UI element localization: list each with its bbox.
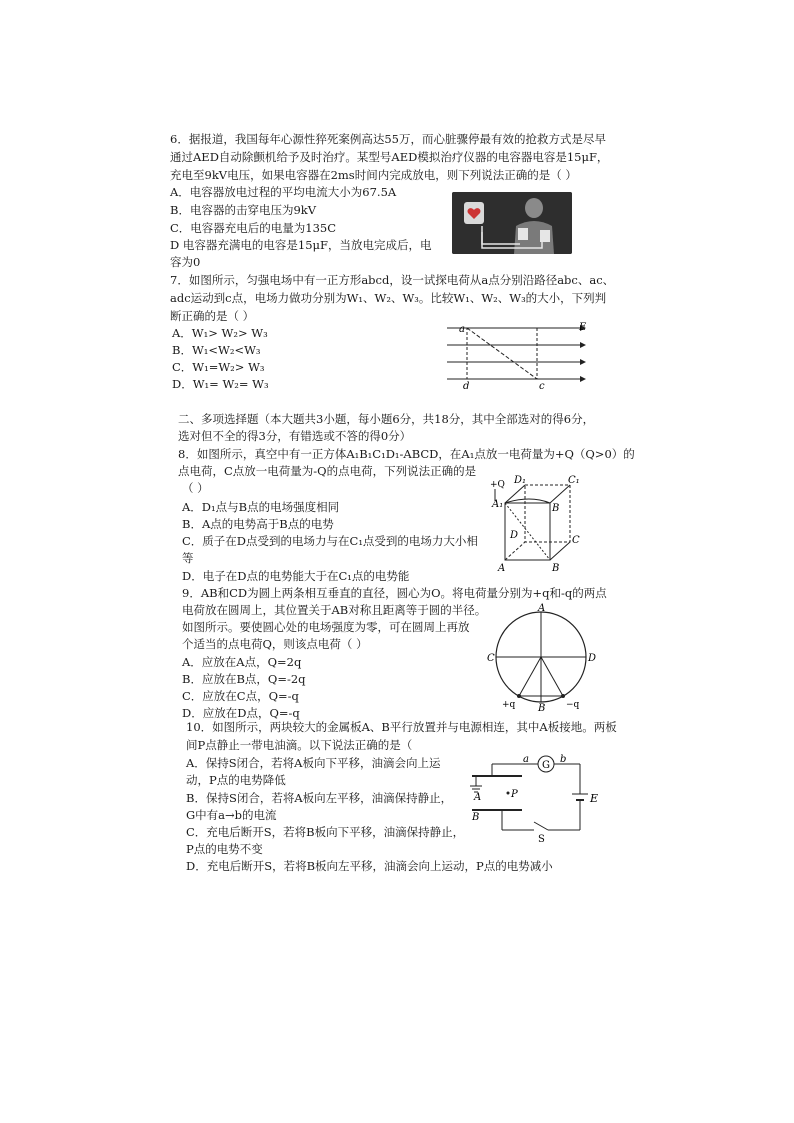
q7-label-d: d bbox=[463, 381, 470, 392]
q8-option-c-line1: C．质子在D点受到的电场力与在C₁点受到的电场力大小相 bbox=[182, 534, 478, 548]
q7-field-figure bbox=[445, 318, 595, 398]
q6-option-d-line2: 容为0 bbox=[170, 255, 201, 269]
q7-option-b: B．W₁<W₂<W₃ bbox=[172, 343, 261, 357]
q8-line1: 8．如图所示，真空中有一正方体A₁B₁C₁D₁-ABCD，在A₁点放一电荷量为+Q（Q>0）的 bbox=[178, 447, 635, 461]
q10-line1: 10．如图所示，两块较大的金属板A、B平行放置并与电源相连，其中A板接地。两板 bbox=[186, 720, 617, 734]
q8-label-b: B bbox=[552, 563, 560, 574]
q8-label-d: D bbox=[510, 530, 519, 541]
section2-line1: 二、多项选择题（本大题共3小题，每小题6分，共18分，其中全部选对的得6分， bbox=[178, 412, 595, 426]
q9-line1: 9．AB和CD为圆上两条相互垂直的直径，圆心为O。将电荷量分别为+q和-q的两点 bbox=[182, 586, 607, 600]
q8-label-a: A bbox=[498, 563, 506, 574]
q8-line3: （ ） bbox=[182, 481, 209, 495]
q7-option-a: A．W₁> W₂> W₃ bbox=[172, 326, 268, 340]
q7-line2: adc运动到c点，电场力做功分别为W₁、W₂、W₃。比较W₁、W₂、W₃的大小，下列判 bbox=[170, 291, 607, 305]
q6-line1: 6．据报道，我国每年心源性猝死案例高达55万，而心脏骤停最有效的抢救方式是尽早 bbox=[170, 132, 606, 146]
q8-option-c-line2: 等 bbox=[182, 551, 194, 565]
q8-cube-figure bbox=[480, 475, 590, 575]
q10-option-b-line1: B．保持S闭合，若将A板向左平移，油滴保持静止， bbox=[186, 791, 453, 805]
q9-line4: 个适当的点电荷Q，则该点电荷（ ） bbox=[182, 637, 368, 651]
q9-label-c: C bbox=[487, 653, 495, 664]
q8-option-d: D．电子在D点的电势能大于在C₁点的电势能 bbox=[182, 569, 410, 583]
q7-label-a: a bbox=[459, 324, 465, 335]
q7-label-c: c bbox=[539, 381, 545, 392]
q9-line2: 电荷放在圆周上，其位置关于AB对称且距离等于圆的半径。 bbox=[182, 603, 487, 617]
q10-label-s: S bbox=[538, 834, 545, 842]
q8-label-d1: D₁ bbox=[514, 475, 527, 486]
q7-line3: 断正确的是（ ） bbox=[170, 309, 255, 323]
q6-option-c: C．电容器充电后的电量为135C bbox=[170, 221, 337, 235]
q9-label-minus-q: −q bbox=[566, 700, 580, 710]
q9-label-d: D bbox=[588, 653, 596, 664]
q7-option-c: C．W₁=W₂> W₃ bbox=[172, 360, 265, 374]
q9-line3: 如图所示。要使圆心处的电场强度为零，可在圆周上再放 bbox=[182, 620, 470, 634]
q10-label-b: b bbox=[560, 754, 567, 765]
q7-option-d: D．W₁= W₂= W₃ bbox=[172, 377, 269, 391]
q6-line2: 通过AED自动除颤机给予及时治疗。某型号AED模拟治疗仪器的电容器电容是15μF， bbox=[170, 150, 609, 164]
q8-label-b1: B bbox=[552, 503, 560, 514]
q9-option-c: C．应放在C点，Q=-q bbox=[182, 689, 299, 703]
q6-line3: 充电至9kV电压，如果电容器在2ms时间内完成放电，则下列说法正确的是（ ） bbox=[170, 168, 577, 182]
q10-label-p: P bbox=[511, 789, 518, 800]
q6-option-b: B．电容器的击穿电压为9kV bbox=[170, 203, 317, 217]
q10-option-c-line1: C．充电后断开S，若将B板向下平移，油滴保持静止， bbox=[186, 825, 465, 839]
q10-label-plate-b: B bbox=[472, 812, 480, 823]
q10-label-g: G bbox=[542, 760, 550, 771]
q10-option-a-line2: 动，P点的电势降低 bbox=[186, 773, 286, 787]
q8-label-q: +Q bbox=[490, 480, 505, 490]
q6-option-d-line1: D 电容器充满电的电容是15μF，当放电完成后，电 bbox=[170, 238, 432, 252]
aed-photo bbox=[452, 192, 572, 254]
q9-circle-figure bbox=[486, 603, 596, 711]
q6-option-a: A．电容器放电过程的平均电流大小为67.5A bbox=[170, 185, 397, 199]
q10-option-c-line2: P点的电势不变 bbox=[186, 842, 263, 856]
q8-line2: 点电荷，C点放一电荷量为-Q的点电荷，下列说法正确的是 bbox=[178, 464, 477, 478]
q8-option-b: B．A点的电势高于B点的电势 bbox=[182, 517, 334, 531]
q8-label-a1: A₁ bbox=[492, 499, 504, 510]
q8-label-c: C bbox=[572, 535, 580, 546]
q7-label-e: E bbox=[579, 322, 587, 333]
q10-label-plate-a: A bbox=[474, 792, 482, 803]
q10-option-b-line2: G中有a→b的电流 bbox=[186, 808, 277, 822]
q8-label-c1: C₁ bbox=[568, 475, 580, 486]
q10-label-e: E bbox=[590, 792, 599, 805]
q9-label-b: B bbox=[538, 703, 546, 711]
q7-line1: 7．如图所示，匀强电场中有一正方形abcd，设一试探电荷从a点分别沿路径abc、ac、 bbox=[170, 273, 615, 287]
q9-option-a: A．应放在A点，Q=2q bbox=[182, 655, 302, 669]
section2-line2: 选对但不全的得3分，有错选或不答的得0分） bbox=[178, 429, 412, 443]
q9-option-d: D．应放在D点，Q=-q bbox=[182, 706, 300, 720]
q9-label-a: A bbox=[538, 603, 546, 614]
q10-option-d: D．充电后断开S，若将B板向左平移，油滴会向上运动，P点的电势减小 bbox=[186, 859, 553, 873]
q10-label-a: a bbox=[523, 754, 529, 765]
q10-circuit-figure bbox=[462, 750, 602, 842]
q9-label-plus-q: +q bbox=[502, 700, 516, 710]
q10-option-a-line1: A．保持S闭合，若将A板向下平移，油滴会向上运 bbox=[186, 756, 441, 770]
q10-line2: 间P点静止一带电油滴。以下说法正确的是（ bbox=[186, 738, 413, 752]
q8-option-a: A．D₁点与B点的电场强度相同 bbox=[182, 500, 340, 514]
q9-option-b: B．应放在B点，Q=-2q bbox=[182, 672, 306, 686]
